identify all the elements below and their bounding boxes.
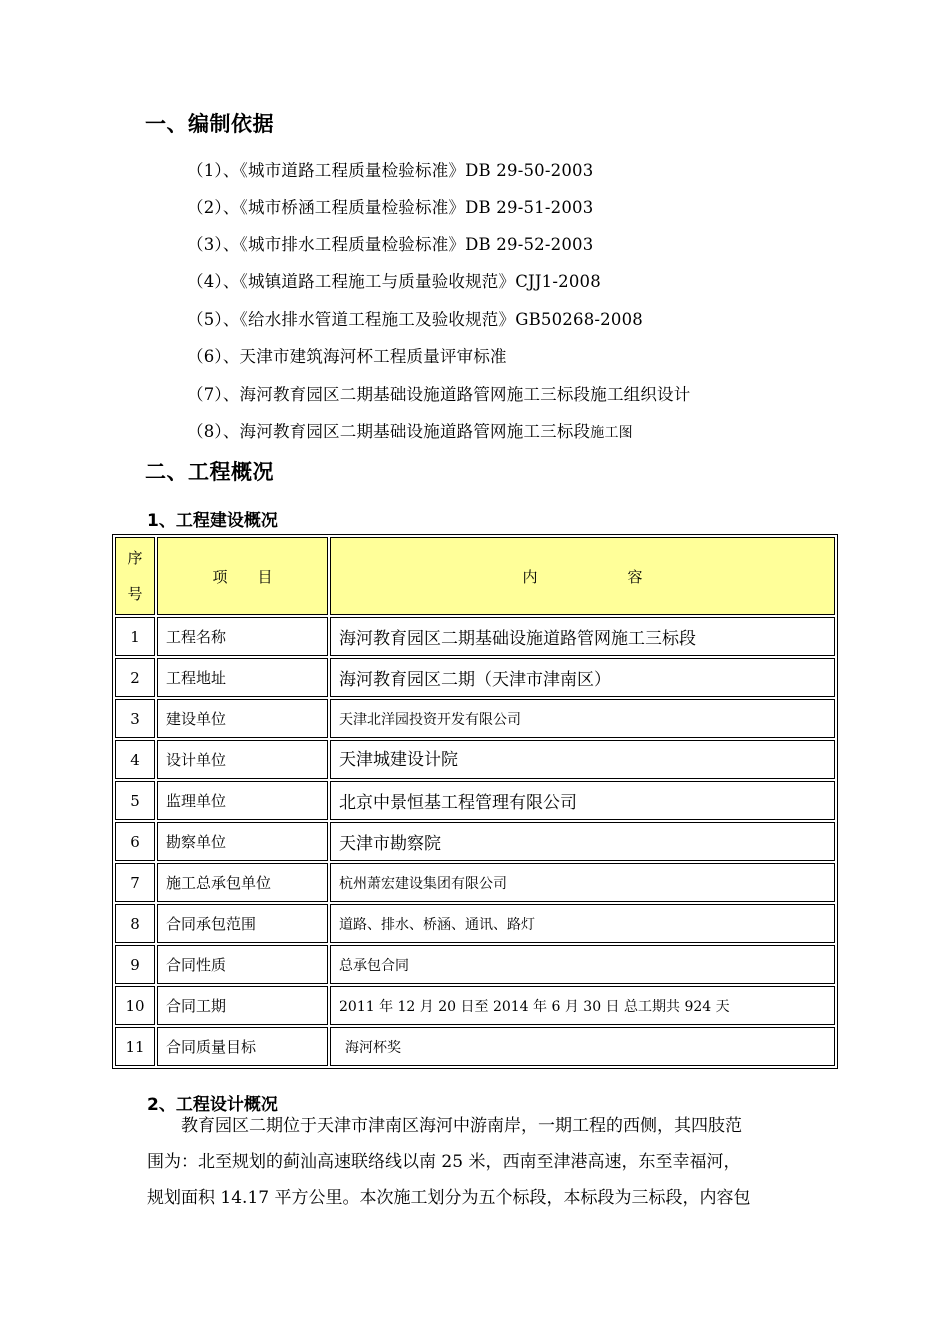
row-number: 5 [115,781,155,820]
row-content: 海河教育园区二期基础设施道路管网施工三标段 [330,617,835,656]
table-row [115,740,835,779]
reference-8-suffix: 施工图 [590,425,633,441]
design-overview-paragraph [147,1108,827,1216]
row-number: 1 [115,617,155,656]
row-item: 工程名称 [157,617,328,656]
reference-3: （3）、《城市排水工程质量检验标准》DB 29-52-2003 [187,235,594,254]
table-row [115,863,835,902]
table-row [115,822,835,861]
reference-1: （1）、《城市道路工程质量检验标准》DB 29-50-2003 [187,161,594,180]
row-number: 11 [115,1027,155,1066]
table-row [115,945,835,984]
reference-2: （2）、《城市桥涵工程质量检验标准》DB 29-51-2003 [187,198,594,217]
row-content: 2011 年 12 月 20 日至 2014 年 6 月 30 日 总工期共 924 天 [330,986,835,1025]
reference-7: （7）、海河教育园区二期基础设施道路管网施工三标段施工组织设计 [187,385,691,404]
table-row [115,904,835,943]
row-item: 勘察单位 [157,822,328,861]
reference-8-main: （8）、海河教育园区二期基础设施道路管网施工三标段 [187,422,591,441]
header-item: 项 目 [157,537,328,615]
paragraph-line-2: 围为：北至规划的蓟汕高速联络线以南 25 米，西南至津港高速，东至幸福河， [147,1152,741,1172]
row-number: 7 [115,863,155,902]
row-number: 2 [115,658,155,697]
row-content: 天津市勘察院 [330,822,835,861]
row-content: 天津北洋园投资开发有限公司 [330,699,835,738]
row-item: 合同性质 [157,945,328,984]
row-content: 道路、排水、桥涵、通讯、路灯 [330,904,835,943]
reference-8 [187,418,633,442]
table-row [115,617,835,656]
row-number: 3 [115,699,155,738]
row-content: 总承包合同 [330,945,835,984]
table-row [115,699,835,738]
table-row [115,986,835,1025]
section-1-title: 一、编制依据 [145,112,274,136]
row-item: 建设单位 [157,699,328,738]
paragraph-line-3: 规划面积 14.17 平方公里。本次施工划分为五个标段，本标段为三标段，内容包 [147,1188,751,1208]
subsection-1-title: 1、工程建设概况 [147,511,278,531]
row-content: 海河教育园区二期（天津市津南区） [330,658,835,697]
reference-4: （4）、《城镇道路工程施工与质量验收规范》CJJ1-2008 [187,272,601,291]
row-number: 9 [115,945,155,984]
header-seq-line-2: 号 [127,585,143,603]
header-content: 内 容 [330,537,835,615]
section-2-title: 二、工程概况 [145,460,274,484]
row-content: 北京中景恒基工程管理有限公司 [330,781,835,820]
row-content: 杭州萧宏建设集团有限公司 [330,863,835,902]
row-number: 4 [115,740,155,779]
header-seq-line-1: 序 [127,549,143,567]
row-item: 合同工期 [157,986,328,1025]
paragraph-line-1: 教育园区二期位于天津市津南区海河中游南岸，一期工程的西侧，其四肢范 [181,1116,742,1136]
reference-6: （6）、天津市建筑海河杯工程质量评审标准 [187,347,507,366]
reference-5: （5）、《给水排水管道工程施工及验收规范》GB50268-2008 [187,310,643,329]
row-item: 工程地址 [157,658,328,697]
header-seq [115,537,155,615]
table-row [115,1027,835,1066]
row-content: 海河杯奖 [330,1027,835,1066]
row-item: 合同质量目标 [157,1027,328,1066]
table-row [115,658,835,697]
table-row [115,781,835,820]
subsection-2-title: 2、工程设计概况 [147,1095,278,1115]
row-number: 6 [115,822,155,861]
project-info-table [112,534,838,1069]
row-content: 天津城建设计院 [330,740,835,779]
row-number: 10 [115,986,155,1025]
row-number: 8 [115,904,155,943]
row-item: 施工总承包单位 [157,863,328,902]
row-item: 合同承包范围 [157,904,328,943]
row-item: 设计单位 [157,740,328,779]
table-header-row [115,537,835,615]
row-item: 监理单位 [157,781,328,820]
